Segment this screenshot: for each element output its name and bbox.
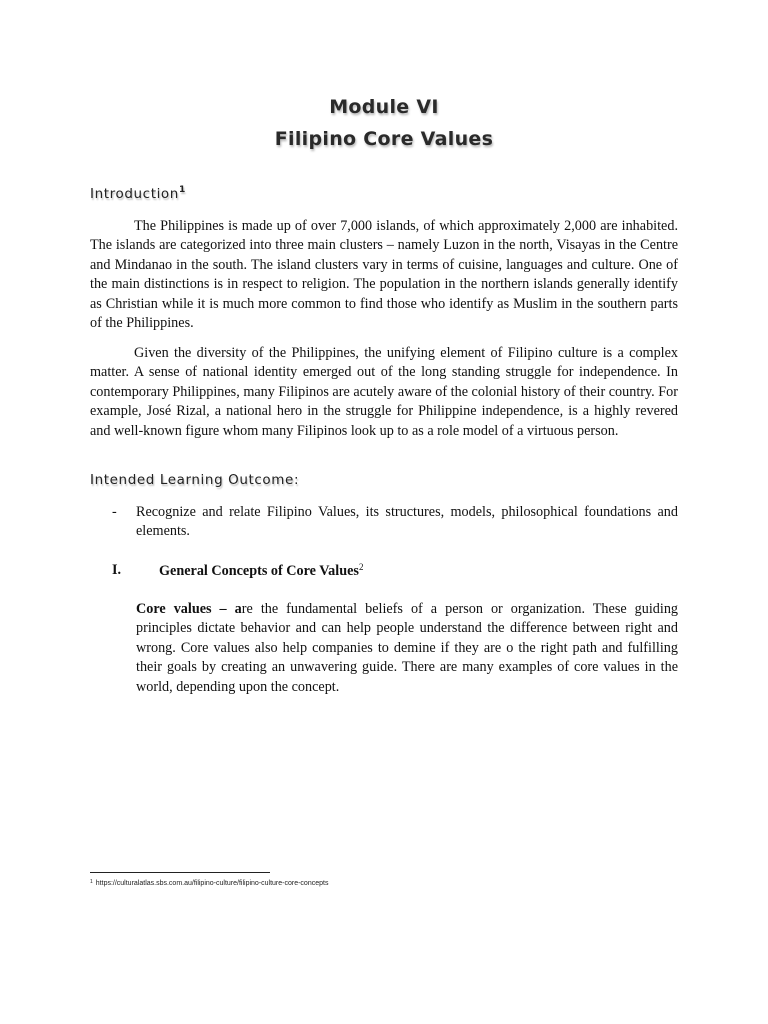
section-title-text: General Concepts of Core Values (159, 563, 359, 579)
footnote-ref-1[interactable]: 1 (178, 185, 186, 195)
bullet-dash: - (112, 504, 117, 520)
learning-outcome-heading: Intended Learning Outcome: (90, 472, 300, 488)
introduction-heading (90, 185, 185, 202)
definition-term: Core values – a (136, 601, 242, 617)
footnote-ref-2[interactable]: 2 (358, 562, 364, 572)
introduction-paragraph-2: Given the diversity of the Philippines, the unifying element of Filipino culture is a complex matter. A sense of national identity emerged out of the long standing struggle for independence. In contemporary Philippines, many Filipinos are acutely aware of the colonial history of their country. For example, José Rizal, a national hero in the struggle for Philippine independence, is a highly revered and well-known figure whom many Filipinos look up to as a role model of a virtuous person. (90, 345, 678, 439)
learning-outcome-text: Recognize and relate Filipino Values, its structures, models, philosophical foundations and elements. (136, 504, 678, 540)
definition-text: re the fundamental beliefs of a person or organization. These guiding principles dictate behavior and can help people understand the difference between right and wrong. Core values also help companies to demine if they are o the right path and fulfilling their goals by creating an unwavering guide. There are many examples of core values in the world, depending upon the concept. (136, 601, 679, 695)
section-number: I. (112, 562, 122, 578)
introduction-paragraph-1: The Philippines is made up of over 7,000 islands, of which approximately 2,000 are inhabited. The islands are categorized into three main clusters – namely Luzon in the north, Visayas in the Centre and Mindanao in the south. The island clusters vary in terms of cuisine, languages and culture. One of the main distinctions is in respect to religion. The population in the northern islands generally identify as Christian while it is much more common to find those who identify as Muslim in the southern parts of the Philippines. (90, 218, 678, 332)
module-title: Module VI (329, 96, 439, 118)
footnote-1 (90, 879, 328, 887)
footnote-number: 1 (90, 879, 93, 885)
section-title (159, 562, 363, 580)
footnote-link[interactable]: https://culturalatlas.sbs.com.au/filipino-culture/filipino-culture-core-concepts (95, 880, 329, 887)
introduction-heading-text: Introduction (90, 186, 179, 202)
module-subtitle: Filipino Core Values (274, 128, 494, 150)
core-values-definition (136, 600, 678, 697)
footnote-divider (90, 872, 270, 873)
